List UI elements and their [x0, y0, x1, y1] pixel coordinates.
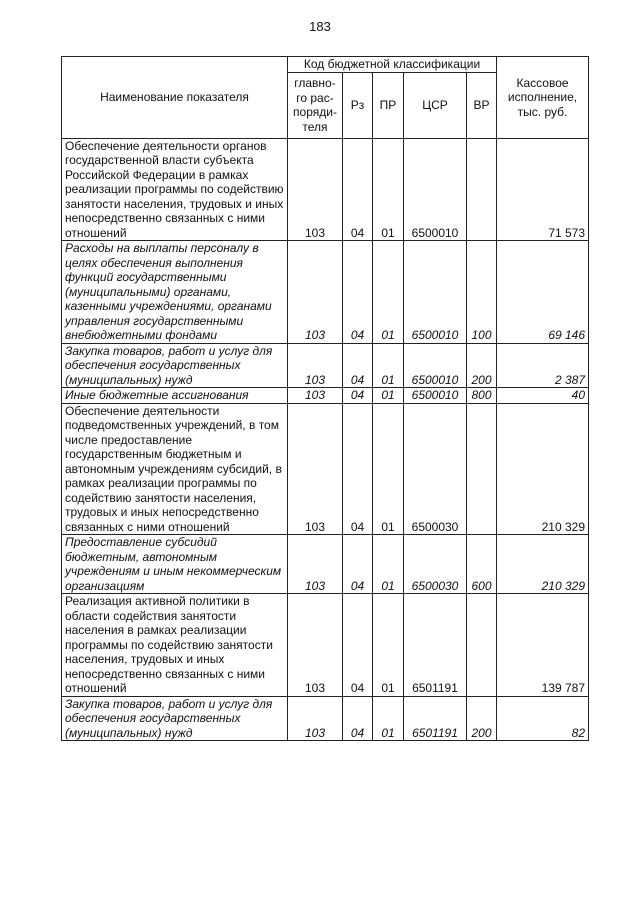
header-vr: ВР: [467, 72, 497, 138]
row-amount: 210 329: [497, 535, 589, 594]
row-csr: 6500010: [404, 138, 467, 241]
row-pr: 01: [373, 343, 404, 388]
row-vr: [467, 138, 497, 241]
row-rz: 04: [343, 343, 373, 388]
row-rz: 04: [343, 241, 373, 344]
row-vr: 100: [467, 241, 497, 344]
row-amount: 82: [497, 696, 589, 741]
header-amount: Кассовое исполнение, тыс. руб.: [497, 57, 589, 139]
row-amount: 210 329: [497, 403, 589, 535]
row-pr: 01: [373, 594, 404, 697]
row-pr: 01: [373, 535, 404, 594]
row-csr: 6500030: [404, 403, 467, 535]
header-name: Наименование показателя: [62, 57, 288, 139]
row-admin-code: 103: [288, 403, 343, 535]
row-pr: 01: [373, 388, 404, 404]
row-vr: 200: [467, 343, 497, 388]
row-admin-code: 103: [288, 388, 343, 404]
header-code-group: Код бюджетной классификации: [288, 57, 497, 73]
row-pr: 01: [373, 241, 404, 344]
row-admin-code: 103: [288, 696, 343, 741]
row-rz: 04: [343, 535, 373, 594]
row-vr: 600: [467, 535, 497, 594]
row-rz: 04: [343, 403, 373, 535]
header-admin: главно- го рас- поряди- теля: [288, 72, 343, 138]
table-row: [62, 696, 589, 741]
row-pr: 01: [373, 138, 404, 241]
row-name: Предоставление субсидий бюджетным, автономным учреждениям и иным некоммерческим организациям: [62, 535, 288, 594]
header-csr: ЦСР: [404, 72, 467, 138]
row-name: Закупка товаров, работ и услуг для обеспечения государственных (муниципальных) нужд: [62, 696, 288, 741]
row-vr: [467, 594, 497, 697]
row-name: Реализация активной политики в области содействия занятости населения в рамках реализации программы по содействию занятости населения, трудовых и иных непосредственно связанных с ними отношений: [62, 594, 288, 697]
row-pr: 01: [373, 403, 404, 535]
table-row: [62, 138, 589, 241]
row-name: Закупка товаров, работ и услуг для обеспечения государственных (муниципальных) нужд: [62, 343, 288, 388]
row-amount: 71 573: [497, 138, 589, 241]
row-csr: 6500030: [404, 535, 467, 594]
row-csr: 6501191: [404, 696, 467, 741]
row-amount: 139 787: [497, 594, 589, 697]
row-rz: 04: [343, 138, 373, 241]
row-admin-code: 103: [288, 594, 343, 697]
row-amount: 69 146: [497, 241, 589, 344]
row-rz: 04: [343, 594, 373, 697]
row-admin-code: 103: [288, 138, 343, 241]
row-admin-code: 103: [288, 535, 343, 594]
row-name: Расходы на выплаты персоналу в целях обеспечения выполнения функций государственными (муниципальными) органами, казенными учреждениями, органами управления государственными внебюджетными фондами: [62, 241, 288, 344]
row-csr: 6501191: [404, 594, 467, 697]
row-admin-code: 103: [288, 343, 343, 388]
row-csr: 6500010: [404, 241, 467, 344]
table-row: [62, 343, 589, 388]
row-csr: 6500010: [404, 343, 467, 388]
row-csr: 6500010: [404, 388, 467, 404]
header-rz: Рз: [343, 72, 373, 138]
row-vr: 800: [467, 388, 497, 404]
table-row: [62, 535, 589, 594]
row-rz: 04: [343, 388, 373, 404]
row-amount: 40: [497, 388, 589, 404]
table-row: [62, 594, 589, 697]
row-vr: 200: [467, 696, 497, 741]
row-amount: 2 387: [497, 343, 589, 388]
budget-table: [61, 56, 589, 741]
table-row: [62, 403, 589, 535]
row-admin-code: 103: [288, 241, 343, 344]
row-vr: [467, 403, 497, 535]
row-rz: 04: [343, 696, 373, 741]
page-number: 183: [309, 19, 331, 34]
row-pr: 01: [373, 696, 404, 741]
row-name: Иные бюджетные ассигнования: [62, 388, 288, 404]
row-name: Обеспечение деятельности подведомственных учреждений, в том числе предоставление государственным бюджетным и автономным учреждениям субсидий, в рамках реализации программы по содействию занятости населения, трудовых и иных непосредственно связанных с ними отношений: [62, 403, 288, 535]
table-row: [62, 388, 589, 404]
table-row: [62, 241, 589, 344]
header-pr: ПР: [373, 72, 404, 138]
row-name: Обеспечение деятельности органов государственной власти субъекта Российской Федерации в рамках реализации программы по содействию занятости населения, трудовых и иных непосредственно связанных с ними отношений: [62, 138, 288, 241]
